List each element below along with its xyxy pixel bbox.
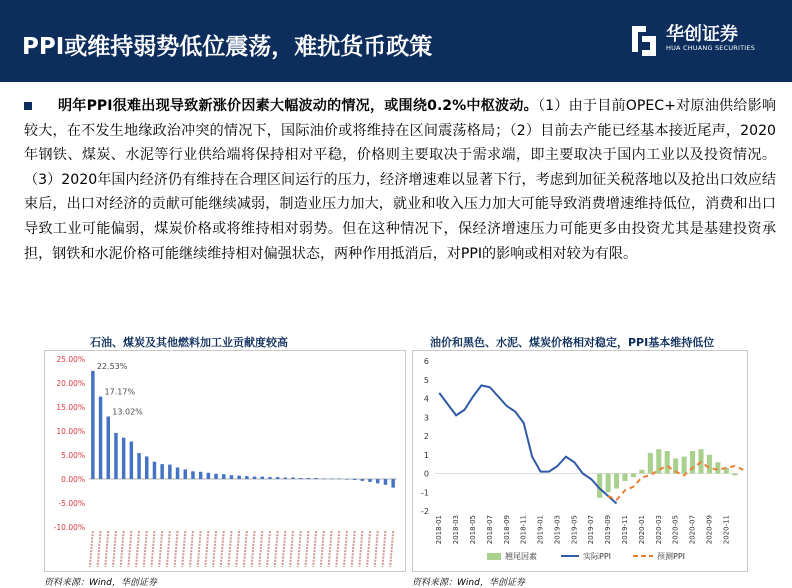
legend-label: 预测PPI <box>657 552 686 561</box>
bar <box>253 477 256 479</box>
x-tick-label: 2018-07 <box>485 515 494 545</box>
bar-carryover <box>707 455 712 474</box>
bar-carryover <box>648 453 653 474</box>
bar <box>230 475 233 479</box>
y-tick-label: -1 <box>421 488 429 498</box>
category-label <box>167 531 170 567</box>
x-tick-label: 2019-03 <box>553 515 562 545</box>
body-detail: （1）由于目前OPEC+对原油供给影响较大，在不发生地缘政治冲突的情况下，国际油价或将维持在区间震荡格局；（2）目前去产能已经基本接近尾声，2020年钢铁、煤炭、水泥等行业供给端将保持相对平稳，价格则主要取决于需求端，即主要取决于国内工业以及投资情况。（3）2020年国内经济仍有维持在合理区间运行的压力，经济增速难以显著下行，考虑到加征关税落地以及抢出口效应结束后，出口对经济的贡献可能继续减弱，制造业压力加大，就业和收入压力加大可能导致消费增速维持低位，消费和出口导致工业可能偏弱，煤炭价格或将维持相对弱势。但在这种情况下，保经济增速压力可能更多由投资尤其是基建投资承担，钢铁和水泥价格可能继续维持相对偏强状态，两种作用抵消后，对PPI的影响或相对较为有限。 <box>24 98 776 262</box>
y-tick-label: 5 <box>423 375 429 385</box>
bar <box>314 478 317 479</box>
bar <box>130 442 133 479</box>
y-tick-label: -10.00% <box>53 523 85 532</box>
x-tick-label: 2019-11 <box>621 515 629 545</box>
category-label <box>98 531 101 567</box>
right-chart-title: 油价和黑色、水泥、煤炭价格相对稳定，PPI基本维持低位 <box>430 336 715 349</box>
category-label <box>159 531 162 567</box>
bar <box>153 462 156 479</box>
bar <box>168 465 171 479</box>
body-paragraph <box>24 94 776 266</box>
category-label <box>267 531 270 567</box>
y-tick-label: 15.00% <box>56 403 85 412</box>
category-label <box>359 531 362 567</box>
bar <box>145 456 148 479</box>
category-label <box>329 531 332 567</box>
x-tick-label: 2020-07 <box>688 515 697 545</box>
bar-carryover <box>639 470 644 474</box>
bar <box>268 477 271 479</box>
y-tick-label: 5.00% <box>61 451 85 460</box>
category-label <box>252 531 255 567</box>
bar <box>176 467 179 479</box>
bar <box>384 479 387 485</box>
bar <box>391 479 394 488</box>
category-label <box>182 531 185 567</box>
y-tick-label: 0.00% <box>61 475 85 484</box>
y-tick-label: 0 <box>423 469 429 479</box>
y-tick-label: 10.00% <box>56 427 85 436</box>
x-tick-label: 2018-09 <box>502 515 511 545</box>
data-label: 13.02% <box>112 407 143 417</box>
category-label <box>105 531 108 567</box>
category-label <box>390 531 393 567</box>
company-logo <box>628 20 778 60</box>
x-tick-label: 2018-11 <box>519 515 528 545</box>
bar <box>160 464 163 479</box>
category-label <box>305 531 308 567</box>
bar <box>330 479 333 480</box>
right-chart <box>412 350 748 572</box>
legend-label: 实际PPI <box>583 552 612 561</box>
right-chart-svg <box>413 351 747 571</box>
x-tick-label: 2019-07 <box>587 515 596 545</box>
logo-text-en: HUA CHUANG SECURITIES <box>666 44 756 52</box>
category-label <box>290 531 293 567</box>
x-tick-label: 2019-05 <box>570 515 579 545</box>
page-title: PPI或维持弱势低位震荡，难扰货币政策 <box>22 34 433 60</box>
x-tick-label: 2018-03 <box>452 515 461 545</box>
category-label <box>221 531 224 567</box>
category-label <box>282 531 285 567</box>
bar-carryover <box>606 474 611 493</box>
legend-swatch-carryover <box>487 553 501 560</box>
bar <box>376 479 379 483</box>
bar-carryover <box>682 457 687 474</box>
x-tick-label: 2019-01 <box>536 515 545 545</box>
x-tick-label: 2018-05 <box>469 515 477 545</box>
category-label <box>298 531 301 567</box>
data-label: 17.17% <box>104 387 136 397</box>
line-actual-ppi <box>439 385 616 503</box>
bar <box>184 469 187 479</box>
left-chart-svg <box>45 351 405 571</box>
category-label <box>121 531 124 567</box>
bar <box>345 479 348 480</box>
x-tick-label: 2020-03 <box>654 515 663 545</box>
category-label <box>313 531 316 567</box>
header-bar <box>0 0 792 82</box>
y-tick-label: -5.00% <box>58 499 85 508</box>
bar <box>99 397 102 479</box>
category-label <box>259 531 262 567</box>
x-tick-label: 2018-01 <box>435 515 444 545</box>
category-label <box>344 531 347 567</box>
bar <box>107 417 110 479</box>
bar <box>338 479 341 480</box>
y-tick-label: 6 <box>423 357 429 366</box>
bar-carryover <box>631 474 636 478</box>
bar-carryover <box>715 462 720 473</box>
bar <box>191 471 194 479</box>
category-label <box>336 531 339 567</box>
bar <box>122 438 125 479</box>
bar <box>207 473 210 479</box>
category-label <box>151 531 154 567</box>
bar-carryover <box>622 474 627 482</box>
body-text <box>24 94 776 266</box>
category-label <box>244 531 247 567</box>
category-label <box>367 531 370 567</box>
bar <box>199 472 202 479</box>
bar <box>261 477 264 479</box>
category-label <box>205 531 208 567</box>
bar <box>245 476 248 479</box>
category-label <box>321 531 324 567</box>
bar <box>322 479 325 480</box>
category-label <box>128 531 131 567</box>
right-source: 资料来源：Wind，华创证券 <box>412 578 525 588</box>
x-tick-label: 2019-09 <box>604 515 613 545</box>
bar <box>368 479 371 482</box>
x-tick-label: 2020-11 <box>722 515 731 545</box>
data-label: 22.53% <box>96 361 128 371</box>
x-tick-label: 2020-05 <box>671 515 680 545</box>
category-label <box>275 531 278 567</box>
category-label <box>382 531 385 567</box>
left-chart <box>44 350 406 572</box>
category-label <box>136 531 139 567</box>
bullet-icon <box>24 102 32 110</box>
left-source: 资料来源：Wind，华创证券 <box>44 578 157 588</box>
logo-text-cn: 华创证券 <box>666 24 738 45</box>
bar <box>214 474 217 479</box>
bar <box>307 478 310 479</box>
bar <box>91 371 94 479</box>
category-label <box>90 531 93 567</box>
bar <box>137 453 140 479</box>
category-label <box>198 531 201 567</box>
bar <box>299 478 302 479</box>
bar <box>361 479 364 481</box>
category-label <box>352 531 355 567</box>
category-label <box>236 531 239 567</box>
x-tick-label: 2020-01 <box>637 515 646 545</box>
logo-icon <box>628 22 660 58</box>
y-tick-label: 25.00% <box>56 355 85 364</box>
bar <box>237 476 240 479</box>
y-tick-label: 3 <box>423 413 429 423</box>
legend-label: 翘尾因素 <box>505 552 537 561</box>
bar <box>114 433 117 479</box>
left-chart-title: 石油、煤炭及其他燃料加工业贡献度较高 <box>90 336 288 349</box>
category-label <box>175 531 178 567</box>
x-tick-label: 2020-09 <box>705 515 714 545</box>
category-label <box>190 531 193 567</box>
y-tick-label: 2 <box>423 432 429 441</box>
bar <box>284 478 287 479</box>
y-tick-label: -2 <box>421 507 429 516</box>
bar-carryover <box>665 451 670 474</box>
bar <box>222 474 225 479</box>
bar <box>353 479 356 480</box>
y-tick-label: 1 <box>423 450 429 460</box>
bar <box>276 477 279 479</box>
category-label <box>213 531 216 567</box>
category-label <box>228 531 231 567</box>
y-tick-label: 20.00% <box>56 379 85 388</box>
category-label <box>375 531 378 567</box>
bar <box>291 478 294 479</box>
lead-sentence: 明年PPI很难出现导致新涨价因素大幅波动的情况，或围绕0.2%中枢波动。 <box>58 98 538 114</box>
category-label <box>113 531 116 567</box>
category-label <box>144 531 147 567</box>
y-tick-label: 4 <box>423 394 429 404</box>
bar-carryover <box>732 474 737 476</box>
bar-carryover <box>614 474 619 489</box>
